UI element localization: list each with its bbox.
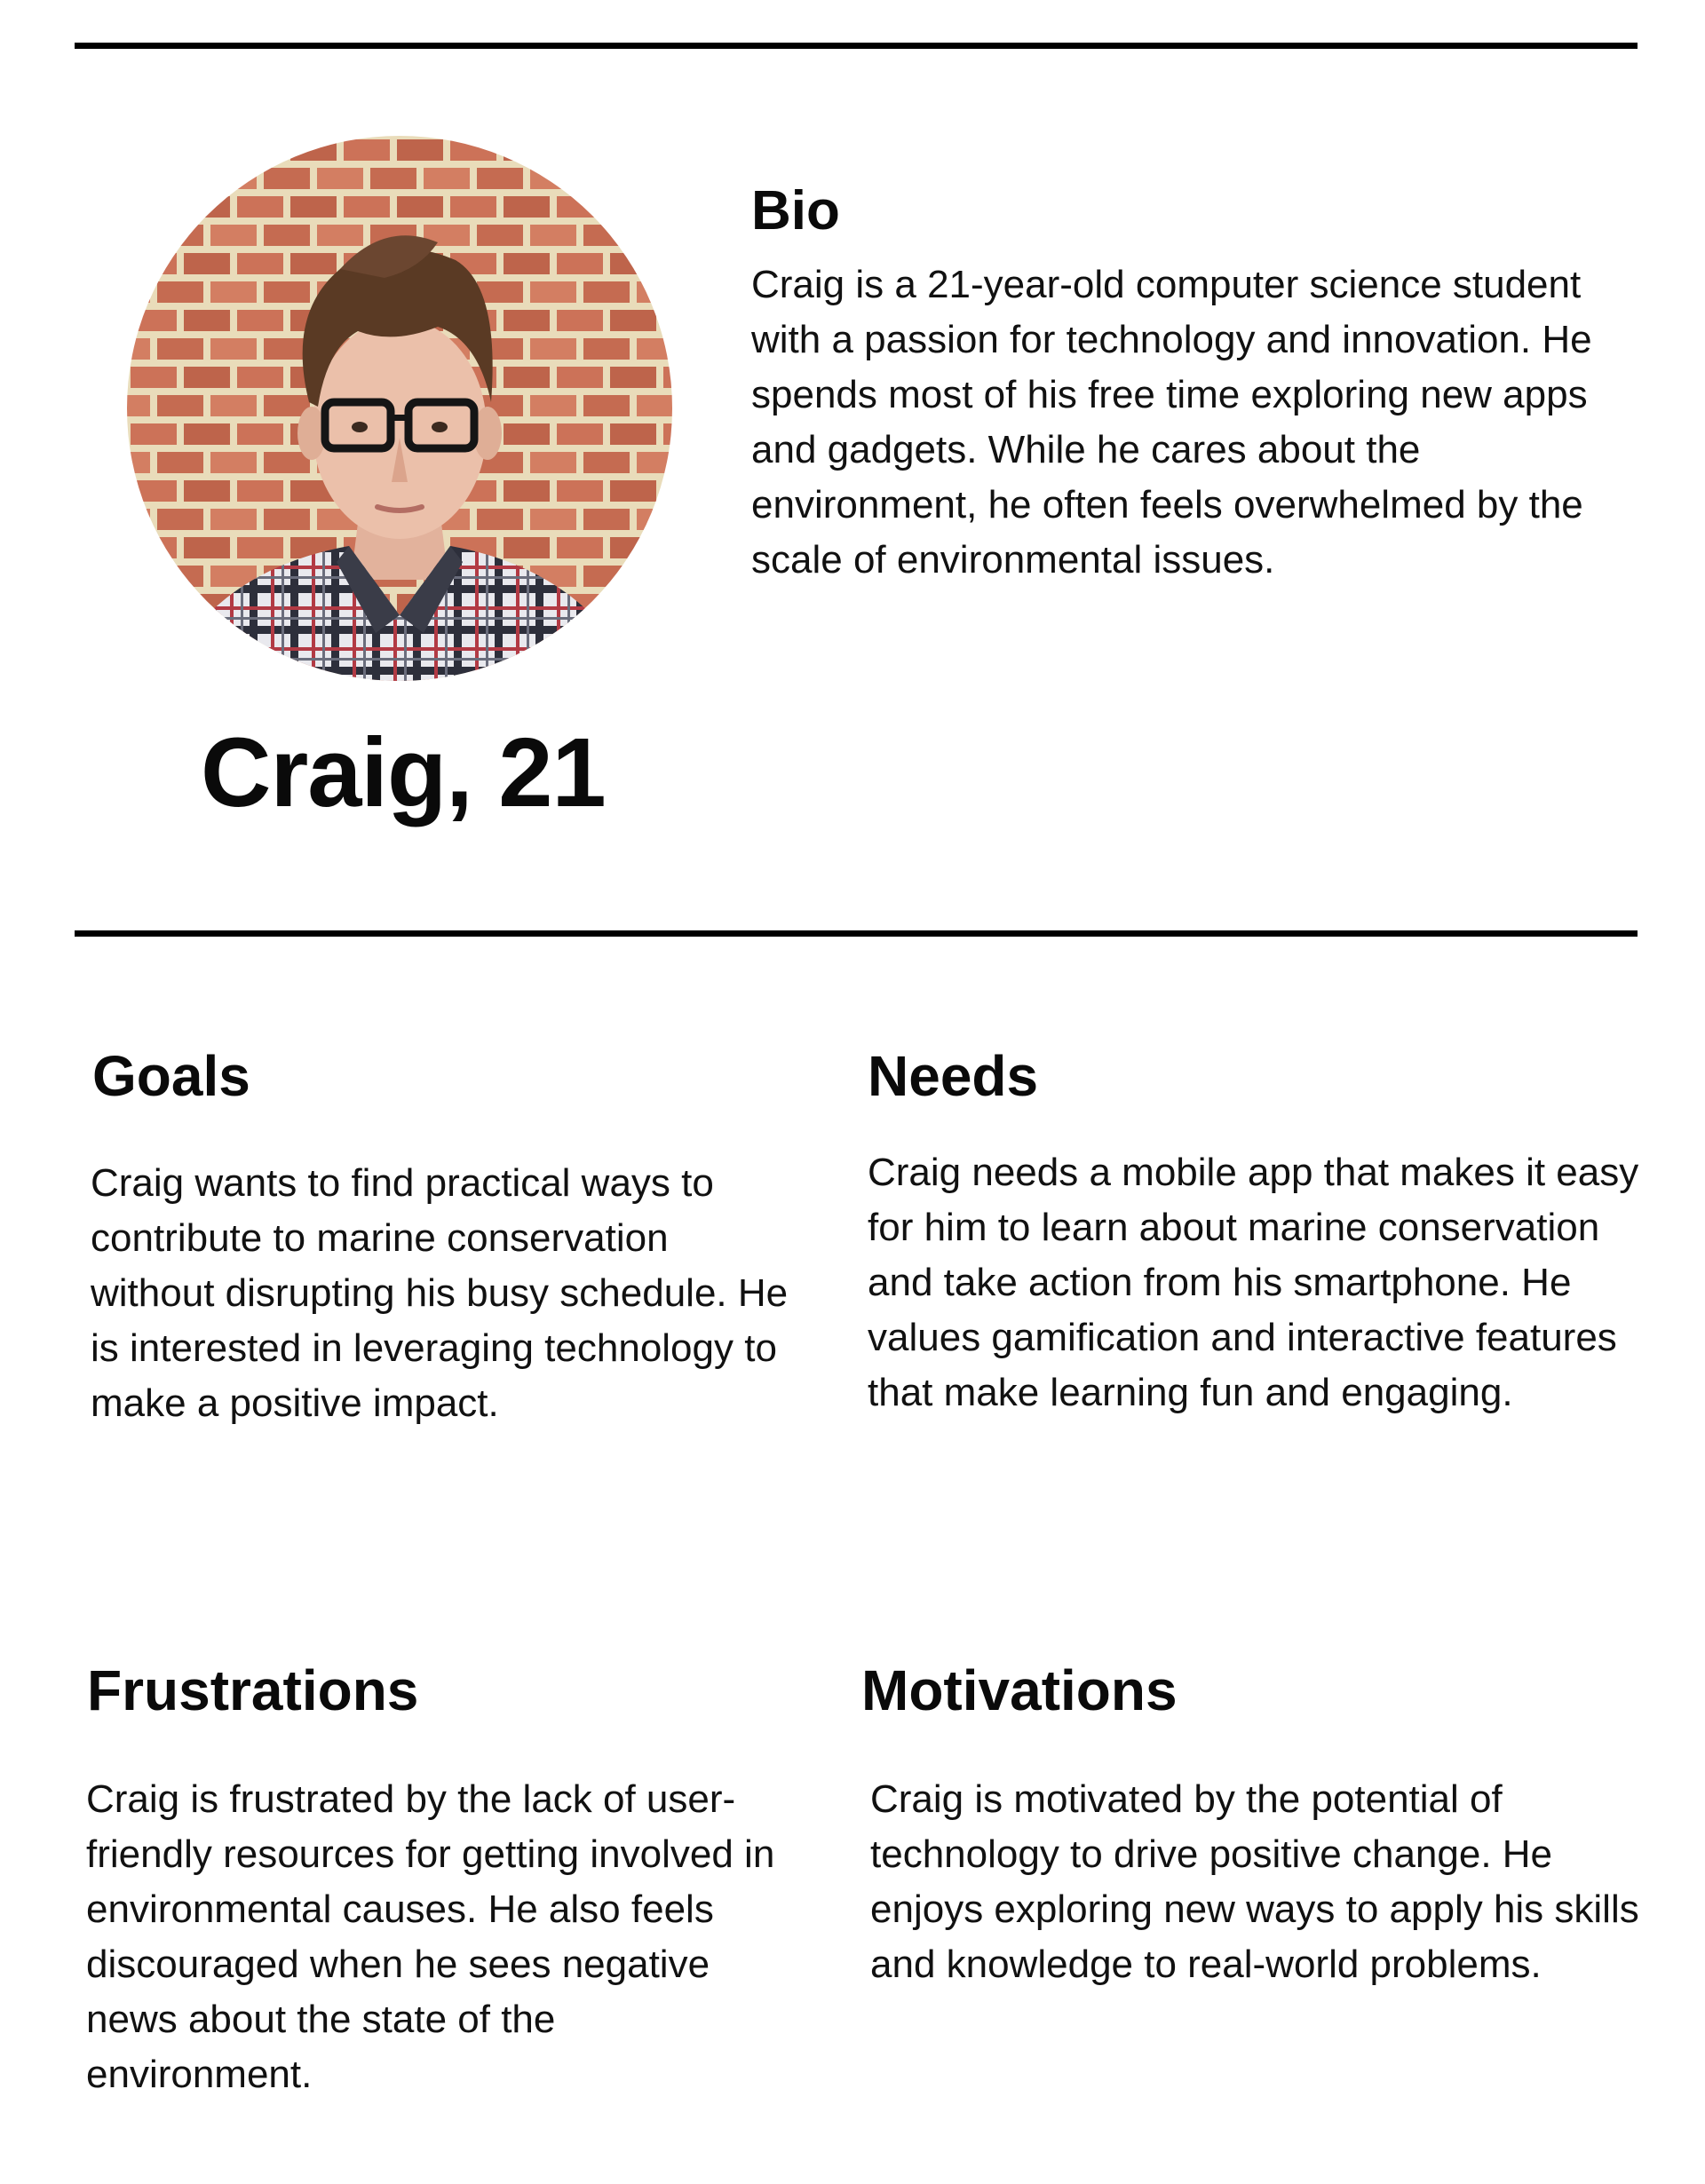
motivations-heading: Motivations <box>861 1658 1178 1722</box>
frustrations-text: Craig is frustrated by the lack of user-friendly resources for getting involved in environmental causes. He also feels discouraged when he sees negative news about the state of the environment. <box>86 1777 775 2096</box>
bio-heading: Bio <box>751 180 840 241</box>
needs-text: Craig needs a mobile app that makes it easy for him to learn about marine conservation and take action from his smartphone. He values gamification and interactive features that make learning fun and engaging. <box>868 1151 1639 1414</box>
frustrations-heading: Frustrations <box>87 1658 419 1722</box>
needs-heading: Needs <box>868 1044 1039 1108</box>
middle-divider <box>75 930 1638 937</box>
goals-text: Craig wants to find practical ways to contribute to marine conservation without disrupting his busy schedule. He is interested in leveraging technology to make a positive impact. <box>91 1161 789 1425</box>
persona-photo <box>127 136 672 681</box>
bio-text: Craig is a 21-year-old computer science student with a passion for technology and innovation. He spends most of his free time exploring new apps and gadgets. While he cares about the environment, he often feels overwhelmed by the scale of environmental issues. <box>751 263 1592 582</box>
goals-heading: Goals <box>92 1044 250 1108</box>
top-divider <box>75 43 1638 49</box>
persona-name-age: Craig, 21 <box>201 718 606 827</box>
motivations-text: Craig is motivated by the potential of technology to drive positive change. He enjoys exploring new ways to apply his skills and knowledge to real-world problems. <box>870 1777 1639 1986</box>
portrait-photo-icon <box>127 136 672 681</box>
